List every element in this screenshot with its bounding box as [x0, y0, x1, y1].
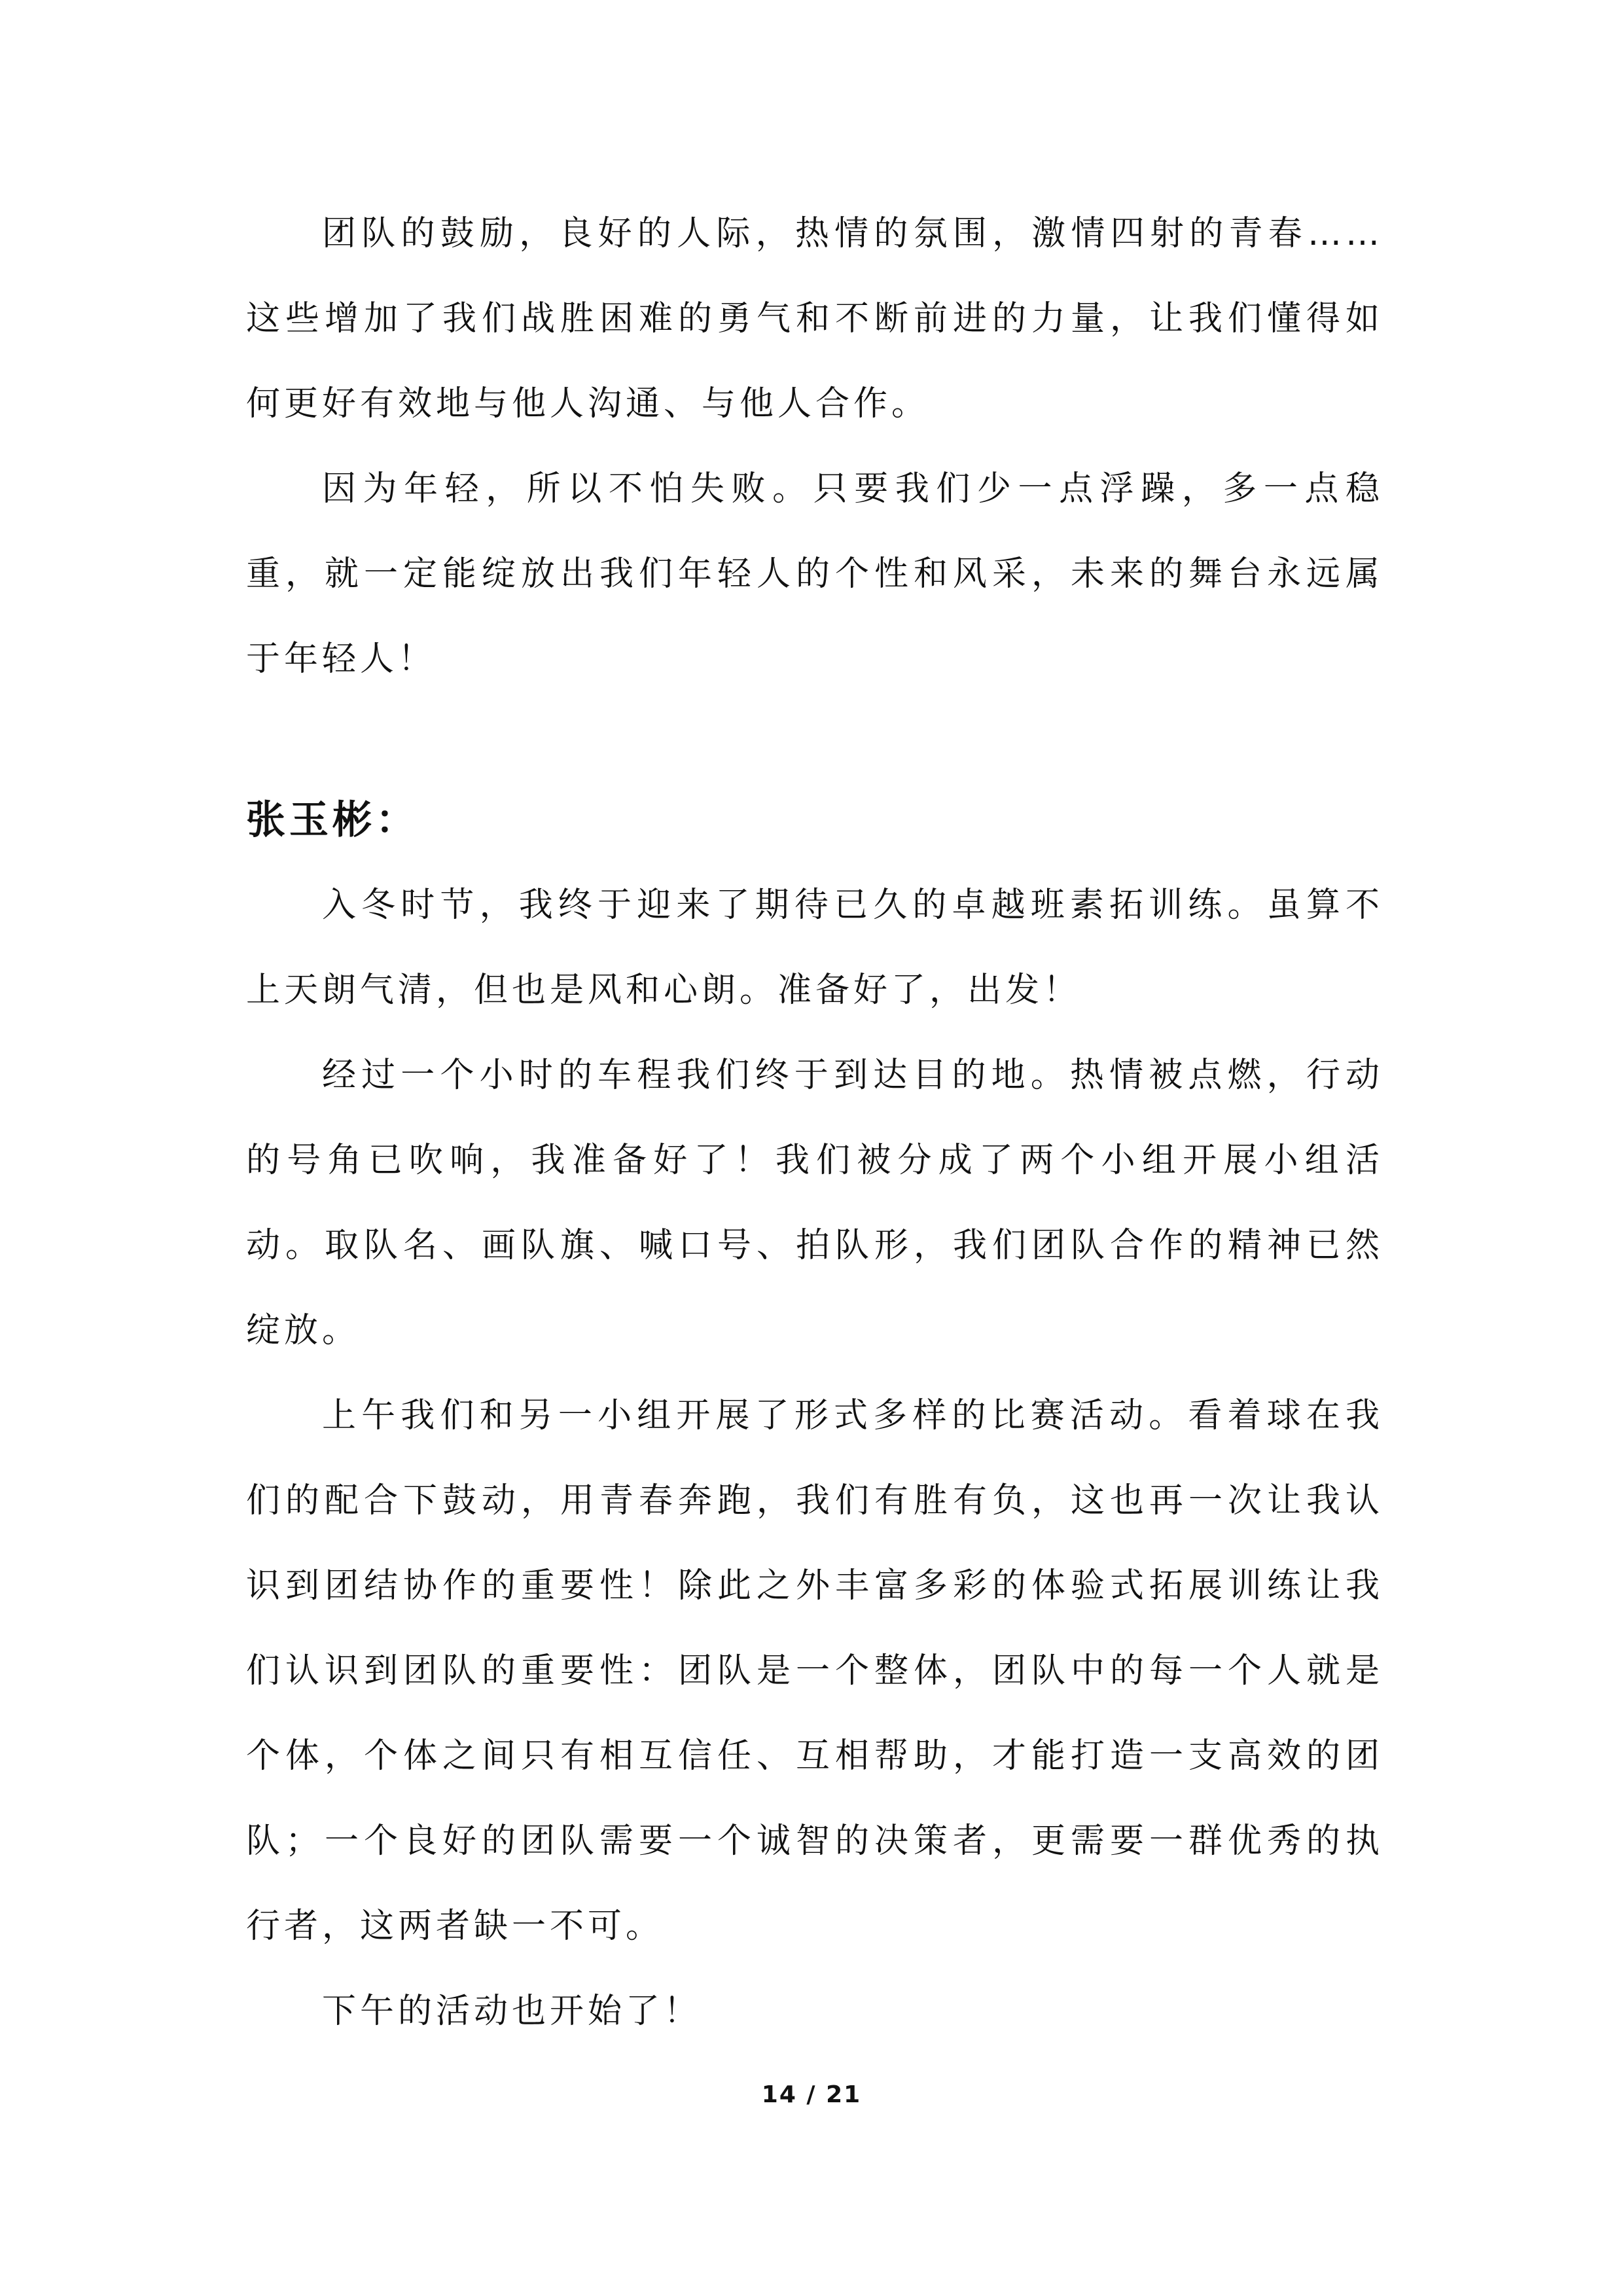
section-heading: 张玉彬： [246, 797, 419, 843]
paragraph: 入冬时节，我终于迎来了期待已久的卓越班素拓训练。虽算不上天朗气清，但也是风和心朗。准备好了，出发！ [246, 886, 1383, 1010]
paragraph: 上午我们和另一小组开展了形式多样的比赛活动。看着球在我们的配合下鼓动，用青春奔跑，我们有胜有负，这也再一次让我认识到团结协作的重要性！除此之外丰富多彩的体验式拓展训练让我们认识到团队的重要性：团队是一个整体，团队中的每一个人就是个体，个体之间只有相互信任、互相帮助，才能打造一支高效的团队；一个良好的团队需要一个诚智的决策者，更需要一群优秀的执行者，这两者缺一不可。 [246, 1396, 1383, 1946]
paragraph: 经过一个小时的车程我们终于到达目的地。热情被点燃，行动的号角已吹响，我准备好了！我们被分成了两个小组开展小组活动。取队名、画队旗、喊口号、拍队形，我们团队合作的精神已然绽放。 [246, 1056, 1383, 1350]
paragraph: 下午的活动也开始了！ [322, 1992, 702, 2031]
paragraph: 因为年轻，所以不怕失败。只要我们少一点浮躁，多一点稳重，就一定能绽放出我们年轻人的个性和风采，未来的舞台永远属于年轻人！ [246, 469, 1383, 679]
paragraph: 团队的鼓励，良好的人际，热情的氛围，激情四射的青春……这些增加了我们战胜困难的勇气和不断前进的力量，让我们懂得如何更好有效地与他人沟通、与他人合作。 [246, 214, 1383, 423]
page-number: 14 / 21 [761, 2081, 862, 2108]
page-content [246, 191, 1383, 2054]
